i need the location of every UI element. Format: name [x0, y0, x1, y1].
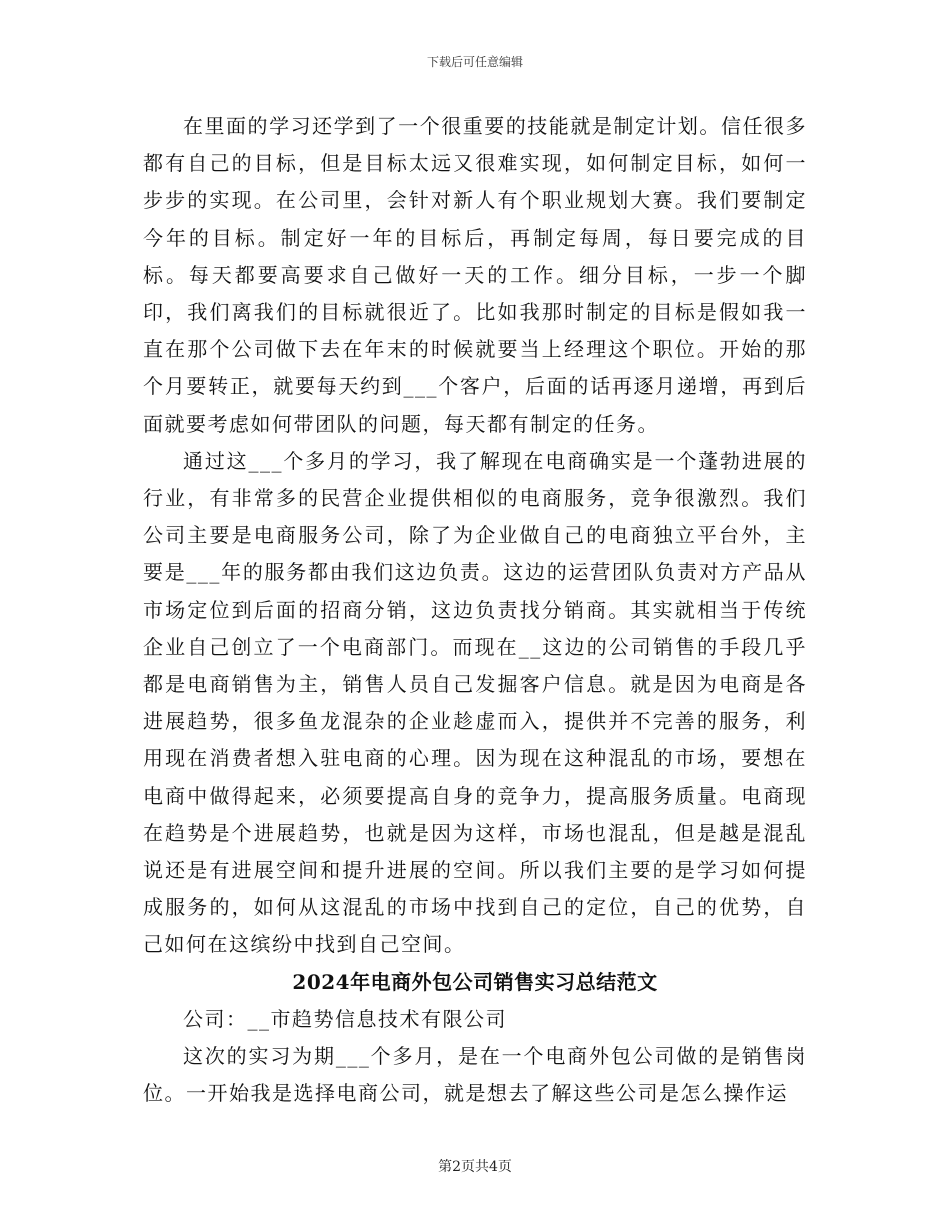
header-note: 下载后可任意编辑	[426, 55, 523, 69]
page-number: 第2页共4页	[438, 1159, 512, 1175]
section-title: 2024年电商外包公司销售实习总结范文	[292, 969, 658, 994]
company-line: 公司：__市趋势信息技术有限公司	[183, 1006, 507, 1031]
paragraph-2: 通过这___个多月的学习，我了解现在电商确实是一个蓬勃进展的行业，有非常多的民营企业提供相似的电商服务，竞争很激烈。我们公司主要是电商服务公司，除了为企业做自己的电商独立平台外，主要是___年的服务都由我们这边负责。这边的运营团队负责对方产品从市场定位到后面的招商分销，这边负责找分销商。其实就相当于传统企业自己创立了一个电商部门。而现在__这边的公司销售的手段几乎都是电商销售为主，销售人员自己发掘客户信息。就是因为电商是各进展趋势，很多鱼龙混杂的企业趁虚而入，提供并不完善的服务，利用现在消费者想入驻电商的心理。因为现在这种混乱的市场，要想在电商中做得起来，必须要提高自身的竞争力，提高服务质量。电商现在趋势是个进展趋势，也就是因为这样，市场也混乱，但是越是混乱说还是有进展空间和提升进展的空间。所以我们主要的是学习如何提成服务的，如何从这混乱的市场中找到自己的定位，自己的优势，自己如何在这缤纷中找到自己空间。	[143, 448, 807, 957]
paragraph-3: 这次的实习为期___个多月，是在一个电商外包公司做的是销售岗位。一开始我是选择电商公司，就是想去了解这些公司是怎么操作运	[143, 1044, 807, 1106]
document-body	[143, 108, 807, 1112]
paragraph-1: 在里面的学习还学到了一个很重要的技能就是制定计划。信任很多都有自己的目标，但是目标太远又很难实现，如何制定目标，如何一步步的实现。在公司里，会针对新人有个职业规划大赛。我们要制定今年的目标。制定好一年的目标后，再制定每周，每日要完成的目标。每天都要高要求自己做好一天的工作。细分目标，一步一个脚印，我们离我们的目标就很近了。比如我那时制定的目标是假如我一直在那个公司做下去在年末的时候就要当上经理这个职位。开始的那个月要转正，就要每天约到___个客户，后面的话再逐月递增，再到后面就要考虑如何带团队的问题，每天都有制定的任务。	[143, 114, 807, 436]
